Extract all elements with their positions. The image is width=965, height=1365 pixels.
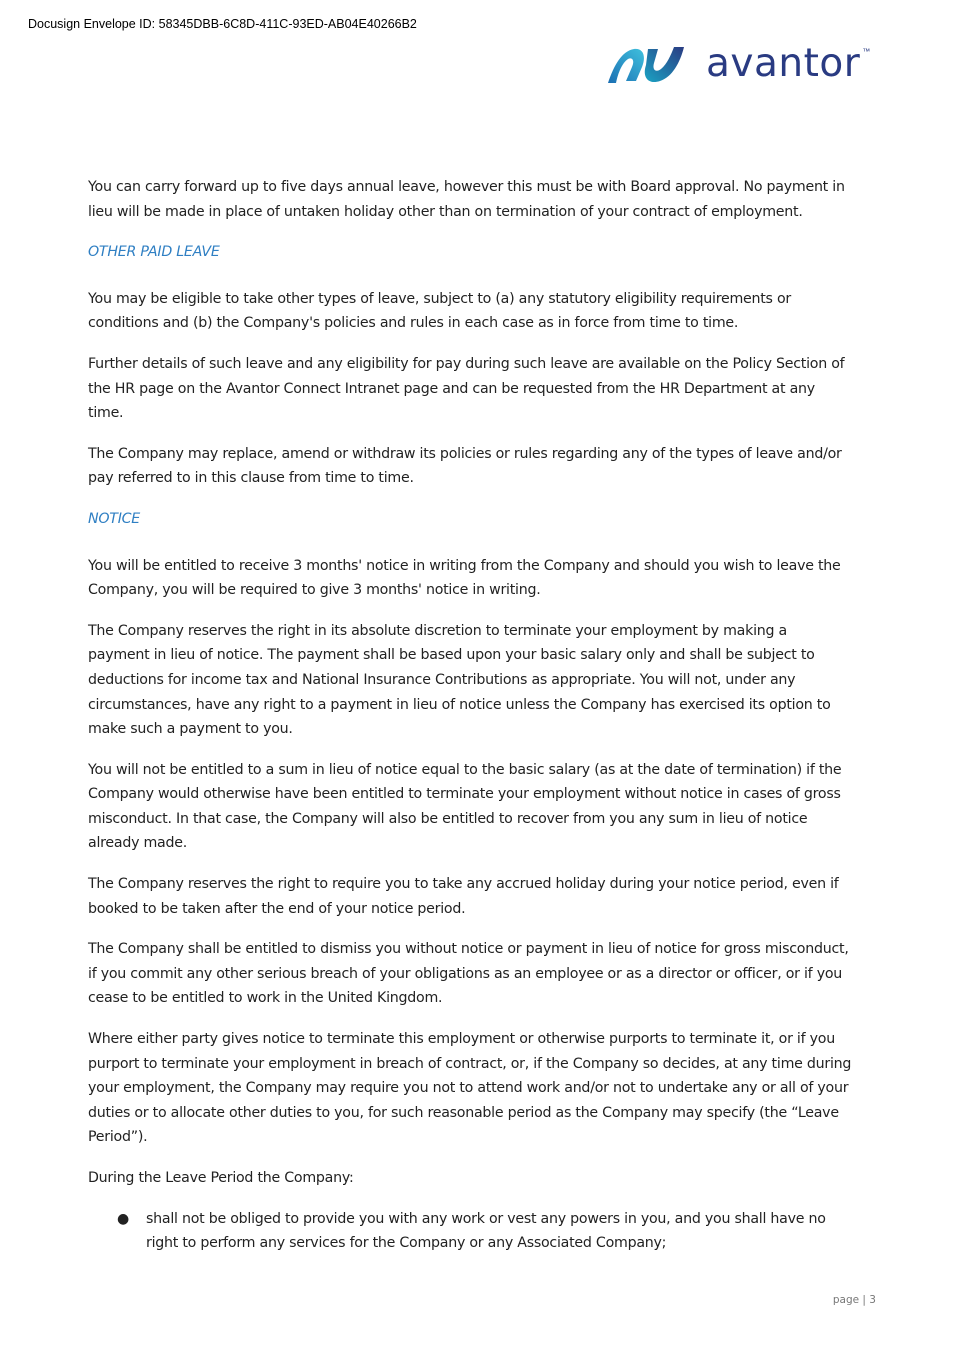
list-item-text: shall not be obliged to provide you with any work or vest any powers in you, and you shall have no right to perform any services for the Company or any Associated Company;	[146, 1210, 826, 1252]
paragraph-carry-forward: You can carry forward up to five days annual leave, however this must be with Board approval. No payment in lieu will be made in place of untaken holiday other than on termination of your contract of employment.	[88, 179, 845, 220]
paragraph-gross-misconduct-sum: You will not be entitled to a sum in lieu of notice equal to the basic salary (as at the date of termination) if the Company would otherwise have been entitled to terminate your employment without notice in cases of gross misconduct. In that case, the Company will also be entitled to recover from you any sum in lieu of notice already made.	[88, 761, 842, 852]
heading-notice: NOTICE	[88, 510, 141, 527]
letter-body	[88, 175, 852, 1256]
heading-other-paid-leave: OTHER PAID LEAVE	[88, 244, 220, 261]
bullet-icon: ●	[117, 1210, 129, 1227]
docusign-envelope-id: Docusign Envelope ID: 58345DBB-6C8D-411C-93ED-AB04E40266B2	[28, 17, 417, 31]
avantor-wordmark: avantor	[706, 40, 861, 86]
page-number: page | 3	[832, 1294, 876, 1306]
avantor-logo-mark-icon	[604, 43, 700, 87]
list-item	[88, 1207, 852, 1256]
paragraph-eligible-leave: You may be eligible to take other types of leave, subject to (a) any statutory eligibility requirements or conditions and (b) the Company's policies and rules in each case as in force from time to time.	[88, 290, 791, 332]
paragraph-accrued-holiday: The Company reserves the right to require you to take any accrued holiday during your notice period, even if booked to be taken after the end of your notice period.	[88, 876, 839, 917]
paragraph-further-details: Further details of such leave and any eligibility for pay during such leave are available on the Policy Section of the HR page on the Avantor Connect Intranet page and can be requested from the HR Department at any time.	[88, 355, 845, 422]
paragraph-leave-period: Where either party gives notice to terminate this employment or otherwise purports to terminate it, or if you purport to terminate your employment in breach of contract, or, if the Company so decides, at any time during your employment, the Company may require you not to attend work and/or not to undertake any or all of your duties or to allocate other duties to you, for such reasonable period as the Company may specify (the “Leave Period”).	[88, 1031, 852, 1146]
leave-period-bullet-list	[88, 1207, 852, 1256]
paragraph-dismissal: The Company shall be entitled to dismiss you without notice or payment in lieu of notice for gross misconduct, if you commit any other serious breach of your obligations as an employee or as a director or officer, or if you cease to be entitled to work in the United Kingdom.	[88, 941, 849, 1007]
paragraph-payment-in-lieu: The Company reserves the right in its absolute discretion to terminate your employment by making a payment in lieu of notice. The payment shall be based upon your basic salary only and shall be subject to deductions for income tax and National Insurance Contributions as appropriate. You will not, under any circumstances, have any right to a payment in lieu of notice unless the Company has exercised its option to make such a payment to you.	[88, 622, 831, 738]
trademark-symbol: ™	[862, 46, 871, 56]
paragraph-notice-period: You will be entitled to receive 3 months' notice in writing from the Company and should you wish to leave the Company, you will be required to give 3 months' notice in writing.	[88, 557, 841, 599]
avantor-logo	[604, 40, 870, 90]
paragraph-replace-policies: The Company may replace, amend or withdraw its policies or rules regarding any of the types of leave and/or pay referred to in this clause from time to time.	[88, 445, 842, 487]
paragraph-during-leave-period: During the Leave Period the Company:	[88, 1170, 354, 1186]
